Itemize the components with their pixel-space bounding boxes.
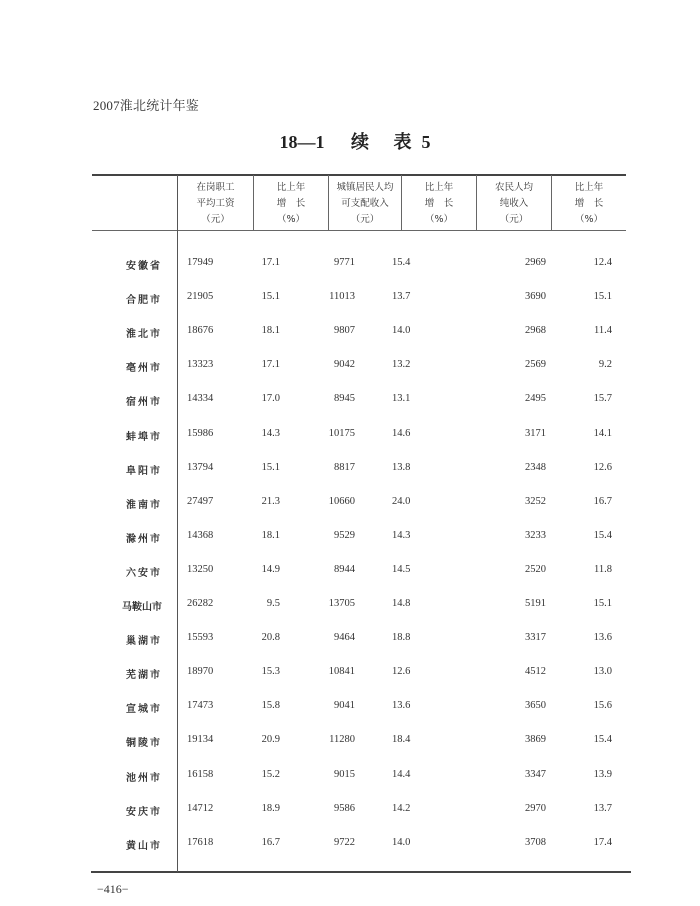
- cell-value: 14.4: [392, 769, 411, 780]
- cell-value: 11.8: [594, 564, 612, 575]
- table-row: [92, 598, 632, 618]
- table-continuation: 续 表5: [351, 132, 441, 152]
- column-header-line: （%）: [276, 214, 306, 225]
- cell-value: 18.8: [392, 632, 411, 643]
- cell-value: 14.6: [392, 428, 411, 439]
- cell-value: 5191: [525, 598, 546, 609]
- table-row: [92, 837, 632, 857]
- region-name: 淮南市: [126, 500, 162, 511]
- cell-value: 24.0: [392, 496, 411, 507]
- cell-value: 9807: [334, 325, 355, 336]
- region-name: 六安市: [126, 568, 162, 579]
- cell-value: 14.0: [392, 837, 411, 848]
- cell-value: 17.0: [261, 393, 280, 404]
- cell-value: 21.3: [261, 496, 280, 507]
- table-row: [92, 803, 632, 823]
- cell-value: 11013: [329, 291, 355, 302]
- cell-value: 8944: [334, 564, 355, 575]
- region-name: 池州市: [126, 773, 162, 784]
- cell-value: 9.2: [598, 359, 612, 370]
- region-name: 宣城市: [126, 704, 162, 715]
- cell-value: 10175: [328, 428, 355, 439]
- cell-value: 12.6: [392, 666, 411, 677]
- cell-value: 3347: [525, 769, 546, 780]
- table-row: [92, 291, 632, 311]
- cell-value: 3708: [525, 837, 546, 848]
- cell-value: 14334: [187, 393, 214, 404]
- column-header: [477, 180, 551, 228]
- cell-value: 13.7: [392, 291, 411, 302]
- cell-value: 9722: [334, 837, 355, 848]
- cell-value: 9042: [334, 359, 355, 370]
- cell-value: 19134: [187, 734, 214, 745]
- column-header-line: 增 长: [276, 198, 306, 209]
- cell-value: 17949: [187, 257, 214, 268]
- cell-value: 14.3: [392, 530, 411, 541]
- cell-value: 16.7: [261, 837, 280, 848]
- cell-value: 17618: [187, 837, 214, 848]
- cell-value: 18.1: [261, 530, 280, 541]
- column-header-line: （%）: [574, 214, 604, 225]
- cell-value: 10660: [328, 496, 355, 507]
- region-name: 滁州市: [126, 534, 162, 545]
- cell-value: 3171: [525, 428, 546, 439]
- cell-value: 2970: [525, 803, 546, 814]
- column-header-line: 比上年: [276, 182, 306, 193]
- region-name: 安庆市: [126, 807, 162, 818]
- table-row: [92, 769, 632, 789]
- cell-value: 14712: [187, 803, 214, 814]
- column-header-line: 农民人均: [494, 182, 533, 193]
- cell-value: 12.6: [593, 462, 612, 473]
- cell-value: 14.5: [392, 564, 411, 575]
- region-name: 巢湖市: [126, 636, 162, 647]
- column-header: [178, 180, 253, 228]
- stub-column-divider: [177, 175, 178, 872]
- table-row: [92, 393, 632, 413]
- column-header: [329, 180, 401, 228]
- column-header-line: 比上年: [574, 182, 604, 193]
- cell-value: 18970: [187, 666, 214, 677]
- region-name: 黄山市: [126, 841, 162, 852]
- region-name: 阜阳市: [126, 466, 162, 477]
- cell-value: 27497: [187, 496, 214, 507]
- table-number: 18—1: [279, 132, 325, 152]
- column-header-line: 城镇居民人均: [336, 182, 394, 193]
- table-row: [92, 530, 632, 550]
- cell-value: 13.7: [593, 803, 612, 814]
- region-name: 芜湖市: [126, 670, 162, 681]
- cell-value: 16.7: [593, 496, 612, 507]
- page-title: [0, 128, 700, 154]
- cell-value: 14.1: [593, 428, 612, 439]
- cell-value: 14.2: [392, 803, 411, 814]
- column-header-line: 可支配收入: [341, 198, 389, 209]
- cell-value: 18676: [187, 325, 214, 336]
- cell-value: 2495: [525, 393, 546, 404]
- region-name: 铜陵市: [126, 738, 162, 749]
- cell-value: 18.4: [392, 734, 411, 745]
- cell-value: 3252: [525, 496, 546, 507]
- cell-value: 15.8: [261, 700, 280, 711]
- column-header-line: （元）: [201, 214, 230, 225]
- region-name: 宿州市: [126, 397, 162, 408]
- column-header-line: （元）: [499, 214, 529, 225]
- cell-value: 15.1: [261, 462, 280, 473]
- cell-value: 13.9: [593, 769, 612, 780]
- table-row: [92, 257, 632, 277]
- table-row: [92, 734, 632, 754]
- cell-value: 13.8: [392, 462, 411, 473]
- cell-value: 3317: [525, 632, 546, 643]
- cell-value: 13.2: [392, 359, 411, 370]
- column-header: [402, 180, 476, 228]
- column-header-line: 比上年: [424, 182, 454, 193]
- region-name: 马鞍山市: [122, 602, 162, 613]
- cell-value: 15.2: [261, 769, 280, 780]
- cell-value: 16158: [187, 769, 214, 780]
- cell-value: 18.9: [261, 803, 280, 814]
- region-name: 蚌埠市: [126, 432, 162, 443]
- cell-value: 21905: [187, 291, 214, 302]
- cell-value: 17.4: [593, 837, 612, 848]
- table-row: [92, 632, 632, 652]
- cell-value: 13.6: [392, 700, 411, 711]
- cell-value: 8817: [334, 462, 355, 473]
- table-row: [92, 325, 632, 345]
- cell-value: 15.4: [392, 257, 411, 268]
- cell-value: 15.1: [593, 291, 612, 302]
- cell-value: 15.6: [593, 700, 612, 711]
- cell-value: 15.4: [593, 530, 612, 541]
- cell-value: 2968: [525, 325, 546, 336]
- region-name: 合肥市: [126, 295, 162, 306]
- cell-value: 2348: [525, 462, 546, 473]
- cell-value: 8945: [334, 393, 355, 404]
- cell-value: 14.3: [261, 428, 280, 439]
- column-header: [254, 180, 328, 228]
- cell-value: 13323: [187, 359, 214, 370]
- cell-value: 20.9: [261, 734, 280, 745]
- column-header-line: 增 长: [424, 198, 454, 209]
- table-row: [92, 564, 632, 584]
- cell-value: 17.1: [261, 359, 280, 370]
- cell-value: 9.5: [266, 598, 280, 609]
- cell-value: 13705: [328, 598, 355, 609]
- table-row: [92, 666, 632, 686]
- cell-value: 2520: [525, 564, 546, 575]
- cell-value: 15.3: [261, 666, 280, 677]
- region-name: 亳州市: [126, 363, 162, 374]
- cell-value: 13.0: [593, 666, 612, 677]
- cell-value: 9464: [334, 632, 355, 643]
- column-header: [552, 180, 626, 228]
- cell-value: 3869: [525, 734, 546, 745]
- header-bottom-rule: [92, 230, 626, 231]
- cell-value: 13250: [187, 564, 214, 575]
- cell-value: 18.1: [261, 325, 280, 336]
- cell-value: 14368: [187, 530, 214, 541]
- column-header-line: （%）: [424, 214, 454, 225]
- cell-value: 17.1: [261, 257, 280, 268]
- column-header-line: （元）: [350, 214, 380, 225]
- cell-value: 11280: [329, 734, 355, 745]
- cell-value: 15593: [187, 632, 214, 643]
- cell-value: 26282: [187, 598, 214, 609]
- cell-value: 3690: [525, 291, 546, 302]
- cell-value: 13.6: [593, 632, 612, 643]
- cell-value: 12.4: [593, 257, 612, 268]
- table-row: [92, 496, 632, 516]
- column-header-line: 平均工资: [196, 198, 235, 209]
- cell-value: 9529: [334, 530, 355, 541]
- cell-value: 10841: [328, 666, 355, 677]
- cell-value: 13794: [187, 462, 214, 473]
- table-top-rule: [92, 174, 626, 176]
- table-row: [92, 428, 632, 448]
- cell-value: 14.8: [392, 598, 411, 609]
- cell-value: 15.4: [593, 734, 612, 745]
- cell-value: 13.1: [392, 393, 411, 404]
- cell-value: 9041: [334, 700, 355, 711]
- cell-value: 2969: [525, 257, 546, 268]
- region-name: 淮北市: [126, 329, 162, 340]
- column-header-line: 增 长: [574, 198, 604, 209]
- cell-value: 15986: [187, 428, 214, 439]
- cell-value: 3650: [525, 700, 546, 711]
- table-row: [92, 462, 632, 482]
- cell-value: 3233: [525, 530, 546, 541]
- cell-value: 14.0: [392, 325, 411, 336]
- cell-value: 20.8: [261, 632, 280, 643]
- table-row: [92, 700, 632, 720]
- cell-value: 14.9: [261, 564, 280, 575]
- cell-value: 15.1: [261, 291, 280, 302]
- running-head: 2007淮北统计年鉴: [93, 98, 200, 113]
- cell-value: 2569: [525, 359, 546, 370]
- table-bottom-rule: [91, 871, 631, 873]
- table-row: [92, 359, 632, 379]
- cell-value: 9771: [334, 257, 355, 268]
- cell-value: 9586: [334, 803, 355, 814]
- page-number: −416−: [97, 882, 129, 896]
- column-header-line: 在岗职工: [196, 182, 235, 193]
- column-header-line: 纯收入: [499, 198, 529, 209]
- cell-value: 17473: [187, 700, 214, 711]
- cell-value: 15.1: [593, 598, 612, 609]
- cell-value: 9015: [334, 769, 355, 780]
- cell-value: 15.7: [593, 393, 612, 404]
- region-name: 安徽省: [126, 261, 162, 272]
- cell-value: 11.4: [594, 325, 612, 336]
- cell-value: 4512: [525, 666, 546, 677]
